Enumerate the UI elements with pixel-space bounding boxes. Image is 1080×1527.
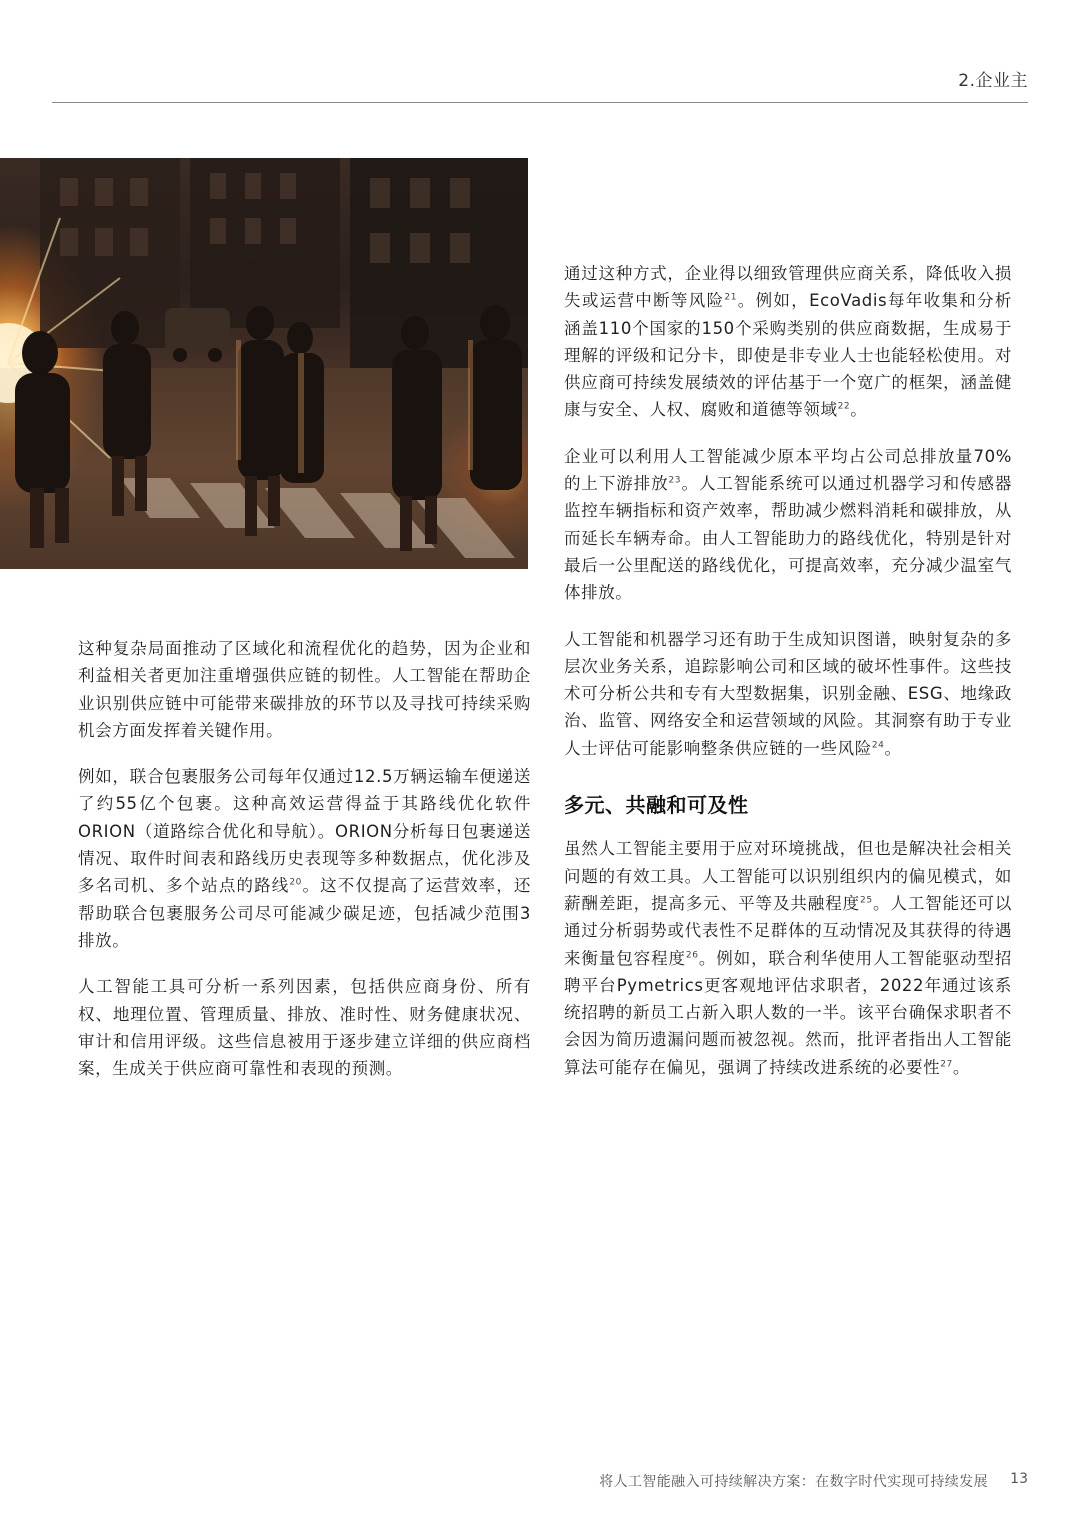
footnote-ref[interactable]: 20 xyxy=(289,877,303,888)
left-column xyxy=(78,635,531,1101)
footnote-ref[interactable]: 25 xyxy=(860,895,873,906)
left-paragraph-1: 这种复杂局面推动了区域化和流程优化的趋势，因为企业和利益相关者更加注重增强供应链的韧性。人工智能在帮助企业识别供应链中可能带来碳排放的环节以及寻找可持续采购机会方面发挥着关键作用。 xyxy=(78,639,531,740)
footnote-ref[interactable]: 26 xyxy=(685,950,699,961)
right-paragraph-3: 人工智能和机器学习还有助于生成知识图谱，映射复杂的多层次业务关系，追踪影响公司和区域的破坏性事件。这些技术可分析公共和专有大型数据集，识别金融、ESG、地缘政治、监管、网络安全和运营领域的风险。其洞察有助于专业人士评估可能影响整条供应链的一些风险$^{24}$。 xyxy=(564,629,1012,758)
right-column xyxy=(564,260,1012,1100)
photo-illustration xyxy=(0,158,528,569)
header-divider xyxy=(52,102,1028,103)
page-number: 13 xyxy=(1010,1471,1028,1487)
footnote-ref[interactable]: 27 xyxy=(940,1059,953,1070)
footnote-ref[interactable]: 22 xyxy=(837,401,851,412)
right-paragraph-2: 企业可以利用人工智能减少原本平均占公司总排放量70%的上下游排放$^{23}$。人工智能系统可以通过机器学习和传感器监控车辆指标和资产效率，帮助减少燃料消耗和碳排放，从而延长车辆寿命。由人工智能助力的路线优化，特别是针对最后一公里配送的路线优化，可提高效率，充分减少温室气体排放。 xyxy=(564,446,1012,603)
footer-document-title: 将人工智能融入可持续解决方案：在数字时代实现可持续发展 xyxy=(599,1474,988,1490)
section-label: 2.企业主 xyxy=(958,71,1028,91)
right-paragraph-1: 通过这种方式，企业得以细致管理供应商关系，降低收入损失或运营中断等风险$^{21}$。例如，EcoVadis每年收集和分析涵盖110个国家的150个采购类别的供应商数据，生成易于理解的评级和记分卡，即使是非专业人士也能轻松使用。对供应商可持续发展绩效的评估基于一个宽广的框架，涵盖健康与安全、人权、腐败和道德等领域$^{22}$。 xyxy=(564,264,1012,420)
right-paragraph-4: 虽然人工智能主要用于应对环境挑战，但也是解决社会相关问题的有效工具。人工智能可以识别组织内的偏见模式，如薪酬差距，提高多元、平等及共融程度$^{25}$。人工智能还可以通过分析弱势或代表性不足群体的互动情况及其获得的待遇来衡量包容程度$^{26}$。例如，联合利华使用人工智能驱动型招聘平台Pymetrics更客观地评估求职者，2022年通过该系统招聘的新员工占新入职人数的一半。该平台确保求职者不会因为简历遗漏问题而被忽视。然而，批评者指出人工智能算法可能存在偏见，强调了持续改进系统的必要性$^{27}$。 xyxy=(564,839,1012,1077)
footnote-ref[interactable]: 24 xyxy=(871,740,885,751)
footnote-ref[interactable]: 21 xyxy=(724,292,738,303)
street-crowd-sunset-photo xyxy=(0,158,528,569)
left-paragraph-3: 人工智能工具可分析一系列因素，包括供应商身份、所有权、地理位置、管理质量、排放、准时性、财务健康状况、审计和信用评级。这些信息被用于逐步建立详细的供应商档案，生成关于供应商可靠性和表现的预测。 xyxy=(78,977,531,1079)
section-heading: 多元、共融和可及性 xyxy=(564,793,749,818)
left-paragraph-2: 例如，联合包裹服务公司每年仅通过12.5万辆运输车便递送了约55亿个包裹。这种高效运营得益于其路线优化软件ORION（道路综合优化和导航）。ORION分析每日包裹递送情况、取件时间表和路线历史表现等多种数据点，优化涉及多名司机、多个站点的路线$^{20}$。这不仅提高了运营效率，还帮助联合包裹服务公司尽可能减少碳足迹，包括减少范围3排放。 xyxy=(78,767,531,950)
footnote-ref[interactable]: 23 xyxy=(668,475,682,486)
